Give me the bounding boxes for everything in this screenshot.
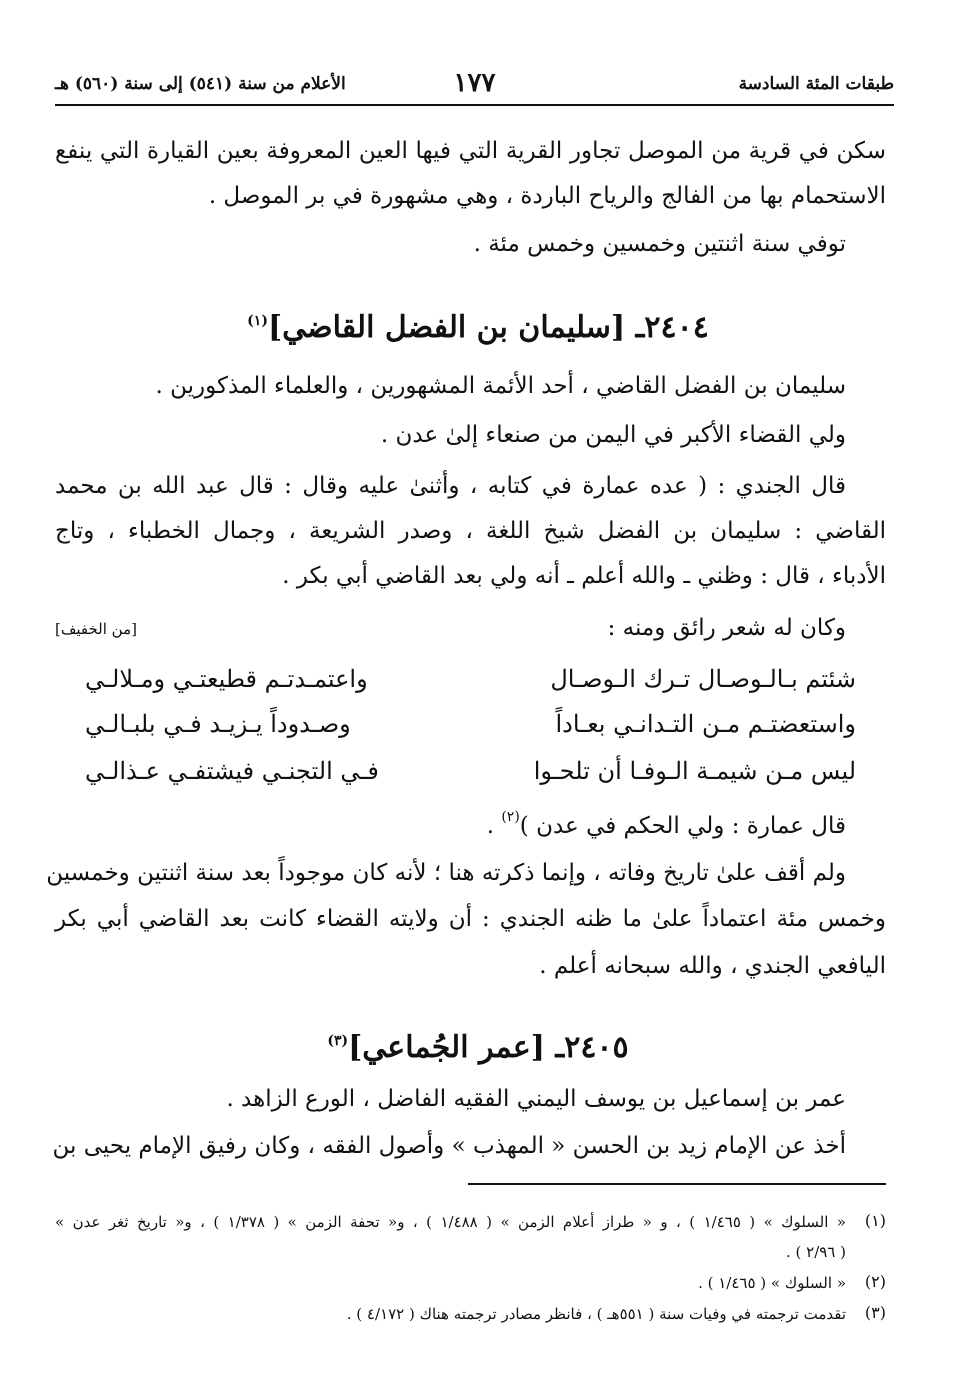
footnote-1-number: (١): [864, 1211, 886, 1230]
footnote-3-number: (٣): [864, 1303, 886, 1322]
intro-line-2: الاستحمام بها من الفالج والرياح الباردة ، وهي مشهورة في بر الموصل .: [208, 183, 886, 209]
verse-1-second-hemistich: واعتمـدتـم قطيعتـي ومـلالـي: [85, 665, 368, 693]
entry-2404-p3-line3: الأدباء ، قال : وظني ـ والله أعلم ـ أنه ولي بعد القاضي أبي بكر .: [282, 563, 886, 589]
entry-2404-heading: ٢٤٠٤ـ [سليمان بن الفضل القاضي]$^{(١)}$: [247, 310, 709, 345]
header-section-title: طبقات المئة السادسة: [738, 74, 894, 94]
header-range-title: الأعلام من سنة (٥٤١) إلى سنة (٥٦٠) هـ: [55, 74, 346, 94]
page-number: ١٧٧: [453, 68, 496, 98]
intro-line-1: سكن في قرية من الموصل تجاور القرية التي فيها العين المعروفة بعين القيارة التي ينفع: [55, 138, 886, 164]
footnote-3-text: تقدمت ترجمته في وفيات سنة ( ٥٥١هـ ) ، فانظر مصادر ترجمته هناك ( ٤/١٧٢ ) .: [346, 1305, 846, 1323]
footnote-ref-1: (١): [247, 313, 268, 329]
footnote-2-number: (٢): [864, 1272, 886, 1291]
entry-2405-p1: عمر بن إسماعيل بن يوسف اليمني الفقيه الفاضل ، الورع الزاهد .: [226, 1086, 846, 1112]
verse-2-first-hemistich: واستعضتـم مـن التـدانـي بعـاداً: [555, 710, 856, 738]
entry-2404-p4: قال عمارة : ولي الحكم في عدن )$^{(٢)}$ .: [486, 809, 846, 839]
footnote-1-text: « السلوك » ( ١/٤٦٥ ) ، و « طراز أعلام الزمن » ( ١/٤٨٨ ) ، و« تحفة الزمن » ( ١/٣٧٨ ) ، و« تاريخ ثغر عدن »: [55, 1213, 846, 1231]
entry-2404-p3-line1: قال الجندي : ( عده عمارة في كتابه ، وأثنىٰ عليه وقال : قال عبد الله بن محمد: [55, 473, 846, 499]
verse-1-first-hemistich: شئتم بـالـوصـال تـرك الـوصـال: [550, 665, 856, 693]
footnote-ref-3: (٣): [327, 1033, 349, 1049]
poem-meter-label: [من الخفيف]: [55, 620, 137, 638]
entry-2404-p5-line2: وخمس مئة اعتماداً علىٰ ما ظنه الجندي : أن ولايته القضاء كانت بعد القاضي أبي بكر: [55, 906, 886, 932]
entry-2404-p2: ولي القضاء الأكبر في اليمن من صنعاء إلىٰ عدن .: [380, 422, 846, 448]
verse-3-first-hemistich: ليس مـن شيمـة الـوفـا أن تلحـوا: [533, 757, 856, 785]
footnote-ref-2: (٢): [501, 809, 520, 825]
page-header: [55, 70, 894, 106]
entry-2404-p5-line1: ولم أقف علىٰ تاريخ وفاته ، وإنما ذكرته هنا ؛ لأنه كان موجوداً بعد سنة اثنتين وخمسين: [46, 860, 846, 886]
footnote-2-text: « السلوك » ( ١/٤٦٥ ) .: [698, 1274, 846, 1292]
verse-2-second-hemistich: وصـدوداً يـزيـد فـي بلبـالـي: [85, 710, 351, 738]
entry-2404-p1: سليمان بن الفضل القاضي ، أحد الأئمة المشهورين ، والعلماء المذكورين .: [155, 373, 846, 399]
footnote-separator: [468, 1183, 886, 1185]
entry-2404-p3-line2: القاضي : سليمان بن الفضل شيخ اللغة ، وصدر الشريعة ، وجمال الخطباء ، وتاج: [55, 518, 886, 544]
footnote-1-continuation: ( ٢/٩٦ ) .: [785, 1243, 846, 1261]
intro-line-3: توفي سنة اثنتين وخمسين وخمس مئة .: [473, 231, 846, 257]
entry-2404-p5-line3: اليافعي الجندي ، والله سبحانه أعلم .: [539, 953, 886, 979]
verse-3-second-hemistich: فـي التجنـي فيشتفـي عـذالـي: [85, 757, 379, 785]
entry-2405-heading: ٢٤٠٥ـ [عمر الجُماعي]$^{(٣)}$: [327, 1030, 629, 1065]
entry-2405-p2: أخذ عن الإمام زيد بن الحسن « المهذب » وأصول الفقه ، وكان رفيق الإمام يحيى بن: [52, 1133, 846, 1159]
poem-intro: وكان له شعر رائق ومنه :: [607, 615, 846, 641]
